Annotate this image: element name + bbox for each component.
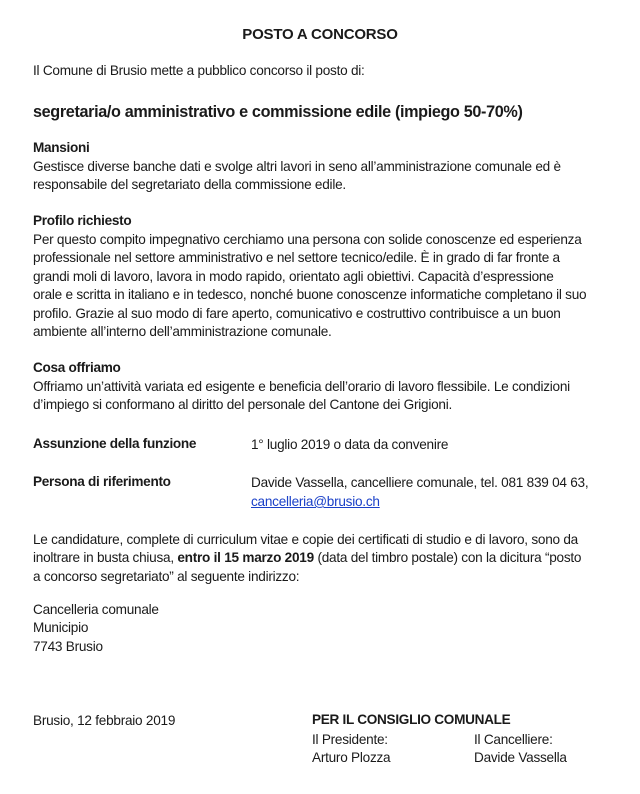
- text-fragment: inoltrare in busta chiusa,: [33, 550, 178, 566]
- postal-address: [33, 601, 623, 656]
- address-line: Municipio: [33, 620, 89, 636]
- section-heading-offriamo: Cosa offriamo: [33, 360, 121, 375]
- text-line: Offriamo un’attività variata ed esigente e beneficia dell’orario di lavoro flessibile. Le condizioni: [33, 379, 570, 394]
- assunzione-label: Assunzione della funzione: [33, 436, 197, 451]
- text-line: a concorso segretariato” al seguente indirizzo:: [33, 568, 300, 584]
- text-line: grandi moli di lavoro, lavora in modo rapido, orientato agli obiettivi. Capacità d’espressione: [33, 268, 554, 284]
- text-line: responsabile del segretariato della commissione edile.: [33, 177, 346, 193]
- position-title: segretaria/o amministrativo e commissione edile (impiego 50-70%): [33, 103, 523, 121]
- section-body-profilo: [33, 231, 623, 341]
- document-title: POSTO A CONCORSO: [242, 26, 398, 43]
- text-line: [33, 549, 623, 567]
- chancellor-name: Davide Vassella: [474, 750, 567, 765]
- text-line: ambiente all’interno dell’amministrazione comunale.: [33, 324, 332, 340]
- text-line: d’impiego si conformano al diritto del personale del Cantone dei Grigioni.: [33, 397, 453, 413]
- chancellor-role: Il Cancelliere:: [474, 732, 553, 747]
- deadline-text: entro il 15 marzo 2019: [177, 550, 314, 566]
- application-instructions: [33, 531, 623, 586]
- section-body-offriamo: [33, 378, 623, 415]
- signature-heading: PER IL CONSIGLIO COMUNALE: [312, 712, 511, 727]
- assunzione-value: 1° luglio 2019 o data da convenire: [251, 437, 449, 452]
- address-line: 7743 Brusio: [33, 638, 103, 654]
- text-line: Gestisce diverse banche dati e svolge altri lavori in seno all’amministrazione comunale ed è: [33, 159, 561, 174]
- text-line: profilo. Grazie al suo modo di fare aperto, comunicativo e costruttivo contribuisce a un buon: [33, 305, 561, 321]
- text-line: Per questo compito impegnativo cerchiamo una persona con solide conoscenze ed esperienza: [33, 232, 582, 247]
- place-date: Brusio, 12 febbraio 2019: [33, 713, 176, 728]
- persona-value: Davide Vassella, cancelliere comunale, tel. 081 839 04 63,: [251, 475, 589, 490]
- president-role: Il Presidente:: [312, 732, 388, 747]
- intro-text: Il Comune di Brusio mette a pubblico concorso il posto di:: [33, 63, 365, 78]
- section-heading-mansioni: Mansioni: [33, 140, 90, 155]
- address-line: Cancelleria comunale: [33, 602, 159, 617]
- persona-label: Persona di riferimento: [33, 474, 171, 489]
- section-body-mansioni: [33, 158, 623, 195]
- contact-email-link[interactable]: cancelleria@brusio.ch: [251, 494, 380, 509]
- text-line: professionale nel settore amministrativo e nel settore tecnico/edile. È in grado di far fronte a: [33, 250, 560, 266]
- text-fragment: (data del timbro postale) con la dicitura “posto: [313, 550, 582, 566]
- text-line: Le candidature, complete di curriculum vitae e copie dei certificati di studio e di lavoro, sono da: [33, 532, 578, 547]
- section-heading-profilo: Profilo richiesto: [33, 213, 132, 228]
- text-line: orale e scritta in italiano e in tedesco, nonché buone conoscenze informatiche completano il suo: [33, 287, 587, 303]
- president-name: Arturo Plozza: [312, 750, 391, 765]
